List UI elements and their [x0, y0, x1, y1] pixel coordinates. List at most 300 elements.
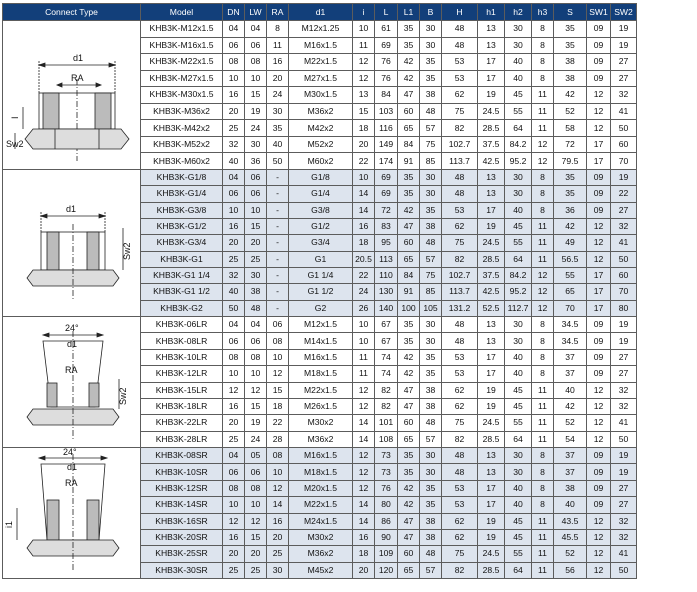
cell-s: 35	[554, 170, 587, 186]
cell-lw: 25	[245, 251, 267, 267]
cell-ra: 50	[267, 153, 289, 170]
cell-i: 12	[353, 70, 375, 87]
cell-dn: 32	[223, 267, 245, 283]
cell-s: 65	[554, 284, 587, 300]
cell-b: 57	[420, 120, 442, 137]
cell-s: 37	[554, 366, 587, 382]
cell-model: KHB3K-22LR	[141, 415, 223, 431]
cell-lw: 24	[245, 431, 267, 447]
cell-h2: 45	[505, 87, 532, 104]
connector-diagram-light-series	[3, 317, 140, 447]
cell-dn: 04	[223, 170, 245, 186]
cell-sw1: 09	[587, 54, 611, 71]
cell-lw: 30	[245, 136, 267, 153]
cell-model: KHB3K-25SR	[141, 546, 223, 562]
cell-l: 110	[375, 267, 398, 283]
cell-h: 75	[442, 103, 478, 120]
cell-model: KHB3K-G1/2	[141, 218, 223, 234]
cell-h2: 64	[505, 431, 532, 447]
cell-l1: 47	[398, 398, 420, 414]
cell-h3: 11	[532, 120, 554, 137]
cell-d1: M60x2	[289, 153, 353, 170]
cell-sw1: 09	[587, 202, 611, 218]
cell-h3: 11	[532, 562, 554, 578]
cell-sw2: 27	[611, 349, 637, 365]
cell-h3: 8	[532, 448, 554, 464]
cell-d1: M27x1.5	[289, 70, 353, 87]
cell-h3: 8	[532, 202, 554, 218]
cell-sw2: 27	[611, 497, 637, 513]
cell-d1: G3/4	[289, 235, 353, 251]
cell-h2: 64	[505, 120, 532, 137]
cell-sw1: 12	[587, 513, 611, 529]
cell-b: 85	[420, 284, 442, 300]
cell-dn: 12	[223, 382, 245, 398]
cell-i: 26	[353, 300, 375, 316]
cell-dn: 10	[223, 202, 245, 218]
cell-ra: -	[267, 202, 289, 218]
cell-h2: 40	[505, 349, 532, 365]
cell-lw: 15	[245, 218, 267, 234]
cell-b: 38	[420, 382, 442, 398]
cell-l: 101	[375, 415, 398, 431]
cell-i: 22	[353, 153, 375, 170]
cell-h2: 55	[505, 103, 532, 120]
cell-sw1: 17	[587, 267, 611, 283]
cell-l1: 65	[398, 431, 420, 447]
cell-model: KHB3K-16SR	[141, 513, 223, 529]
cell-h1: 42.5	[478, 153, 505, 170]
cell-h2: 64	[505, 251, 532, 267]
cell-h: 75	[442, 235, 478, 251]
cell-l1: 84	[398, 136, 420, 153]
cell-l: 69	[375, 170, 398, 186]
cell-dn: 32	[223, 136, 245, 153]
cell-b: 30	[420, 21, 442, 38]
cell-h2: 30	[505, 21, 532, 38]
cell-h3: 11	[532, 382, 554, 398]
cell-sw1: 09	[587, 480, 611, 496]
cell-l: 86	[375, 513, 398, 529]
cell-l: 149	[375, 136, 398, 153]
cell-h3: 8	[532, 70, 554, 87]
cell-d1: M42x2	[289, 120, 353, 137]
cell-dn: 16	[223, 398, 245, 414]
cell-i: 12	[353, 448, 375, 464]
cell-dn: 04	[223, 317, 245, 333]
cell-dn: 40	[223, 284, 245, 300]
cell-h1: 37.5	[478, 267, 505, 283]
cell-dn: 12	[223, 513, 245, 529]
cell-l: 61	[375, 21, 398, 38]
cell-h3: 11	[532, 513, 554, 529]
cell-dn: 08	[223, 54, 245, 71]
cell-s: 40	[554, 497, 587, 513]
cell-sw2: 50	[611, 562, 637, 578]
cell-b: 38	[420, 87, 442, 104]
cell-h: 131.2	[442, 300, 478, 316]
cell-b: 30	[420, 170, 442, 186]
cell-sw1: 12	[587, 431, 611, 447]
cell-h1: 19	[478, 398, 505, 414]
cell-dn: 08	[223, 480, 245, 496]
cell-h: 102.7	[442, 267, 478, 283]
cell-model: KHB3K-M52x2	[141, 136, 223, 153]
cell-i: 14	[353, 513, 375, 529]
cell-sw1: 17	[587, 153, 611, 170]
cell-d1: M16x1.5	[289, 349, 353, 365]
cell-d1: M22x1.5	[289, 497, 353, 513]
cell-sw2: 60	[611, 136, 637, 153]
cell-h1: 42.5	[478, 284, 505, 300]
cell-h: 48	[442, 21, 478, 38]
cell-model: KHB3K-18LR	[141, 398, 223, 414]
cell-model: KHB3K-30SR	[141, 562, 223, 578]
cell-b: 38	[420, 529, 442, 545]
cell-h1: 28.5	[478, 431, 505, 447]
cell-i: 11	[353, 37, 375, 54]
cell-h3: 8	[532, 170, 554, 186]
cell-h3: 12	[532, 153, 554, 170]
cell-h1: 52.5	[478, 300, 505, 316]
cell-sw1: 09	[587, 448, 611, 464]
diagram-label-sw2: Sw2	[6, 139, 24, 149]
cell-ra: 10	[267, 349, 289, 365]
cell-model: KHB3K-08LR	[141, 333, 223, 349]
cell-h: 48	[442, 333, 478, 349]
cell-h: 48	[442, 37, 478, 54]
cell-sw1: 09	[587, 21, 611, 38]
cell-ra: 12	[267, 366, 289, 382]
cell-lw: 12	[245, 513, 267, 529]
cell-i: 18	[353, 120, 375, 137]
cell-ra: 20	[267, 529, 289, 545]
cell-sw1: 09	[587, 497, 611, 513]
cell-d1: G3/8	[289, 202, 353, 218]
cell-b: 35	[420, 497, 442, 513]
cell-h1: 13	[478, 37, 505, 54]
cell-s: 34.5	[554, 317, 587, 333]
cell-h3: 11	[532, 103, 554, 120]
cell-i: 20	[353, 562, 375, 578]
cell-h: 62	[442, 513, 478, 529]
cell-lw: 06	[245, 186, 267, 202]
cell-l1: 84	[398, 267, 420, 283]
cell-ra: 12	[267, 480, 289, 496]
cell-h: 53	[442, 497, 478, 513]
cell-h: 53	[442, 202, 478, 218]
cell-l1: 60	[398, 235, 420, 251]
cell-h2: 64	[505, 562, 532, 578]
cell-h1: 17	[478, 202, 505, 218]
cell-h: 48	[442, 186, 478, 202]
cell-h1: 13	[478, 186, 505, 202]
header-sw2: SW2	[611, 4, 637, 21]
cell-sw1: 09	[587, 464, 611, 480]
cell-ra: 08	[267, 333, 289, 349]
cell-s: 56	[554, 562, 587, 578]
cell-s: 72	[554, 136, 587, 153]
cell-h1: 24.5	[478, 546, 505, 562]
cell-sw2: 22	[611, 186, 637, 202]
cell-lw: 10	[245, 366, 267, 382]
cell-l1: 100	[398, 300, 420, 316]
cell-l1: 35	[398, 317, 420, 333]
cell-l: 120	[375, 562, 398, 578]
cell-dn: 04	[223, 448, 245, 464]
cell-i: 14	[353, 202, 375, 218]
cell-ra: -	[267, 235, 289, 251]
cell-l: 82	[375, 398, 398, 414]
cell-s: 49	[554, 235, 587, 251]
cell-s: 58	[554, 120, 587, 137]
cell-l: 130	[375, 284, 398, 300]
cell-l1: 42	[398, 54, 420, 71]
cell-h2: 45	[505, 218, 532, 234]
cell-b: 35	[420, 202, 442, 218]
cell-dn: 06	[223, 37, 245, 54]
connector-diagram-bsp	[3, 170, 140, 316]
cell-b: 48	[420, 103, 442, 120]
cell-b: 48	[420, 235, 442, 251]
cell-h3: 12	[532, 136, 554, 153]
cell-h2: 95.2	[505, 153, 532, 170]
cell-l: 108	[375, 431, 398, 447]
header-i: i	[353, 4, 375, 21]
cell-sw2: 60	[611, 267, 637, 283]
cell-h1: 19	[478, 513, 505, 529]
cell-lw: 19	[245, 415, 267, 431]
cell-l1: 65	[398, 120, 420, 137]
cell-ra: -	[267, 170, 289, 186]
cell-s: 38	[554, 54, 587, 71]
cell-h1: 28.5	[478, 120, 505, 137]
cell-model: KHB3K-M42x2	[141, 120, 223, 137]
cell-l1: 65	[398, 251, 420, 267]
cell-l1: 35	[398, 170, 420, 186]
cell-sw2: 27	[611, 480, 637, 496]
spec-table	[2, 3, 637, 579]
cell-l: 103	[375, 103, 398, 120]
cell-l: 140	[375, 300, 398, 316]
cell-s: 52	[554, 546, 587, 562]
cell-s: 55	[554, 267, 587, 283]
cell-sw2: 41	[611, 415, 637, 431]
cell-l1: 42	[398, 70, 420, 87]
cell-ra: -	[267, 218, 289, 234]
cell-dn: 04	[223, 21, 245, 38]
cell-l: 73	[375, 448, 398, 464]
header-h3: h3	[532, 4, 554, 21]
cell-s: 52	[554, 103, 587, 120]
cell-h2: 112.7	[505, 300, 532, 316]
cell-h2: 95.2	[505, 284, 532, 300]
cell-h3: 8	[532, 21, 554, 38]
cell-b: 35	[420, 349, 442, 365]
header-row	[3, 4, 637, 21]
cell-sw2: 41	[611, 546, 637, 562]
cell-lw: 30	[245, 267, 267, 283]
cell-h3: 11	[532, 218, 554, 234]
cell-h1: 28.5	[478, 562, 505, 578]
cell-d1: M18x1.5	[289, 464, 353, 480]
cell-h1: 17	[478, 349, 505, 365]
cell-sw2: 19	[611, 448, 637, 464]
table-row	[3, 170, 637, 186]
cell-h3: 8	[532, 37, 554, 54]
cell-l: 67	[375, 317, 398, 333]
cell-model: KHB3K-G1 1/4	[141, 267, 223, 283]
cell-h2: 40	[505, 480, 532, 496]
cell-dn: 08	[223, 349, 245, 365]
cell-i: 16	[353, 529, 375, 545]
cell-h2: 55	[505, 235, 532, 251]
cell-sw2: 19	[611, 170, 637, 186]
cell-sw1: 09	[587, 70, 611, 87]
cell-h3: 8	[532, 317, 554, 333]
cell-dn: 06	[223, 464, 245, 480]
cell-h1: 19	[478, 529, 505, 545]
cell-l1: 47	[398, 513, 420, 529]
cell-sw1: 09	[587, 366, 611, 382]
cell-sw2: 70	[611, 284, 637, 300]
cell-dn: 16	[223, 529, 245, 545]
diagram-label-d1: d1	[66, 204, 77, 214]
cell-dn: 40	[223, 153, 245, 170]
cell-s: 35	[554, 186, 587, 202]
cell-h2: 45	[505, 513, 532, 529]
cell-h3: 11	[532, 431, 554, 447]
cell-b: 35	[420, 366, 442, 382]
cell-sw1: 17	[587, 300, 611, 316]
header-h2: h2	[505, 4, 532, 21]
diagram-label-i1: i1	[4, 520, 14, 528]
cell-sw2: 50	[611, 120, 637, 137]
diagram-label-ra: RA	[71, 73, 84, 83]
cell-lw: 38	[245, 284, 267, 300]
cell-h2: 30	[505, 170, 532, 186]
cell-h: 75	[442, 546, 478, 562]
cell-ra: -	[267, 267, 289, 283]
diagram-label-sw2: Sw2	[118, 387, 128, 405]
cell-h1: 13	[478, 170, 505, 186]
cell-lw: 19	[245, 103, 267, 120]
cell-d1: M30x2	[289, 529, 353, 545]
cell-model: KHB3K-G1/8	[141, 170, 223, 186]
cell-dn: 10	[223, 366, 245, 382]
cell-h: 75	[442, 415, 478, 431]
cell-i: 20.5	[353, 251, 375, 267]
cell-ra: 25	[267, 546, 289, 562]
cell-b: 48	[420, 546, 442, 562]
cell-b: 35	[420, 480, 442, 496]
cell-sw2: 32	[611, 529, 637, 545]
cell-model: KHB3K-M16x1.5	[141, 37, 223, 54]
cell-l: 73	[375, 464, 398, 480]
header-l1: L1	[398, 4, 420, 21]
cell-l1: 47	[398, 529, 420, 545]
cell-l1: 42	[398, 497, 420, 513]
cell-h3: 8	[532, 366, 554, 382]
cell-b: 38	[420, 513, 442, 529]
cell-sw1: 09	[587, 333, 611, 349]
cell-h: 113.7	[442, 284, 478, 300]
cell-h3: 11	[532, 87, 554, 104]
cell-b: 38	[420, 398, 442, 414]
cell-b: 57	[420, 431, 442, 447]
diagram-label-d1: d1	[73, 53, 84, 63]
cell-sw2: 27	[611, 70, 637, 87]
cell-h2: 30	[505, 317, 532, 333]
cell-h2: 55	[505, 546, 532, 562]
cell-b: 75	[420, 267, 442, 283]
cell-model: KHB3K-M12x1.5	[141, 21, 223, 38]
cell-model: KHB3K-12LR	[141, 366, 223, 382]
cell-sw2: 80	[611, 300, 637, 316]
cell-d1: G1 1/4	[289, 267, 353, 283]
cell-ra: 30	[267, 103, 289, 120]
cell-model: KHB3K-28LR	[141, 431, 223, 447]
cell-ra: 10	[267, 464, 289, 480]
cell-lw: 20	[245, 235, 267, 251]
cell-l: 76	[375, 70, 398, 87]
cell-h: 53	[442, 349, 478, 365]
cell-sw2: 32	[611, 218, 637, 234]
cell-d1: G2	[289, 300, 353, 316]
cell-s: 38	[554, 480, 587, 496]
cell-h3: 11	[532, 546, 554, 562]
cell-model: KHB3K-06LR	[141, 317, 223, 333]
cell-dn: 10	[223, 70, 245, 87]
cell-model: KHB3K-08SR	[141, 448, 223, 464]
cell-sw2: 70	[611, 153, 637, 170]
cell-model: KHB3K-14SR	[141, 497, 223, 513]
header-d1: d1	[289, 4, 353, 21]
cell-sw1: 12	[587, 398, 611, 414]
cell-dn: 16	[223, 87, 245, 104]
cell-h2: 30	[505, 37, 532, 54]
cell-h2: 40	[505, 366, 532, 382]
connector-diagram-heavy-series	[3, 448, 140, 578]
cell-sw1: 12	[587, 103, 611, 120]
cell-l1: 47	[398, 87, 420, 104]
cell-h3: 8	[532, 464, 554, 480]
cell-lw: 08	[245, 480, 267, 496]
cell-s: 43.5	[554, 513, 587, 529]
cell-sw1: 09	[587, 349, 611, 365]
cell-s: 45.5	[554, 529, 587, 545]
cell-h: 82	[442, 431, 478, 447]
cell-s: 52	[554, 415, 587, 431]
cell-b: 30	[420, 186, 442, 202]
cell-i: 10	[353, 333, 375, 349]
connector-diagram-metric	[3, 21, 140, 169]
cell-l1: 42	[398, 349, 420, 365]
cell-d1: M18x1.5	[289, 366, 353, 382]
cell-sw2: 19	[611, 464, 637, 480]
cell-h2: 40	[505, 202, 532, 218]
cell-h3: 8	[532, 333, 554, 349]
cell-s: 35	[554, 21, 587, 38]
cell-model: KHB3K-15LR	[141, 382, 223, 398]
cell-i: 14	[353, 186, 375, 202]
cell-sw1: 17	[587, 136, 611, 153]
cell-l: 76	[375, 54, 398, 71]
cell-l1: 47	[398, 382, 420, 398]
cell-b: 38	[420, 218, 442, 234]
cell-b: 105	[420, 300, 442, 316]
cell-h3: 12	[532, 267, 554, 283]
